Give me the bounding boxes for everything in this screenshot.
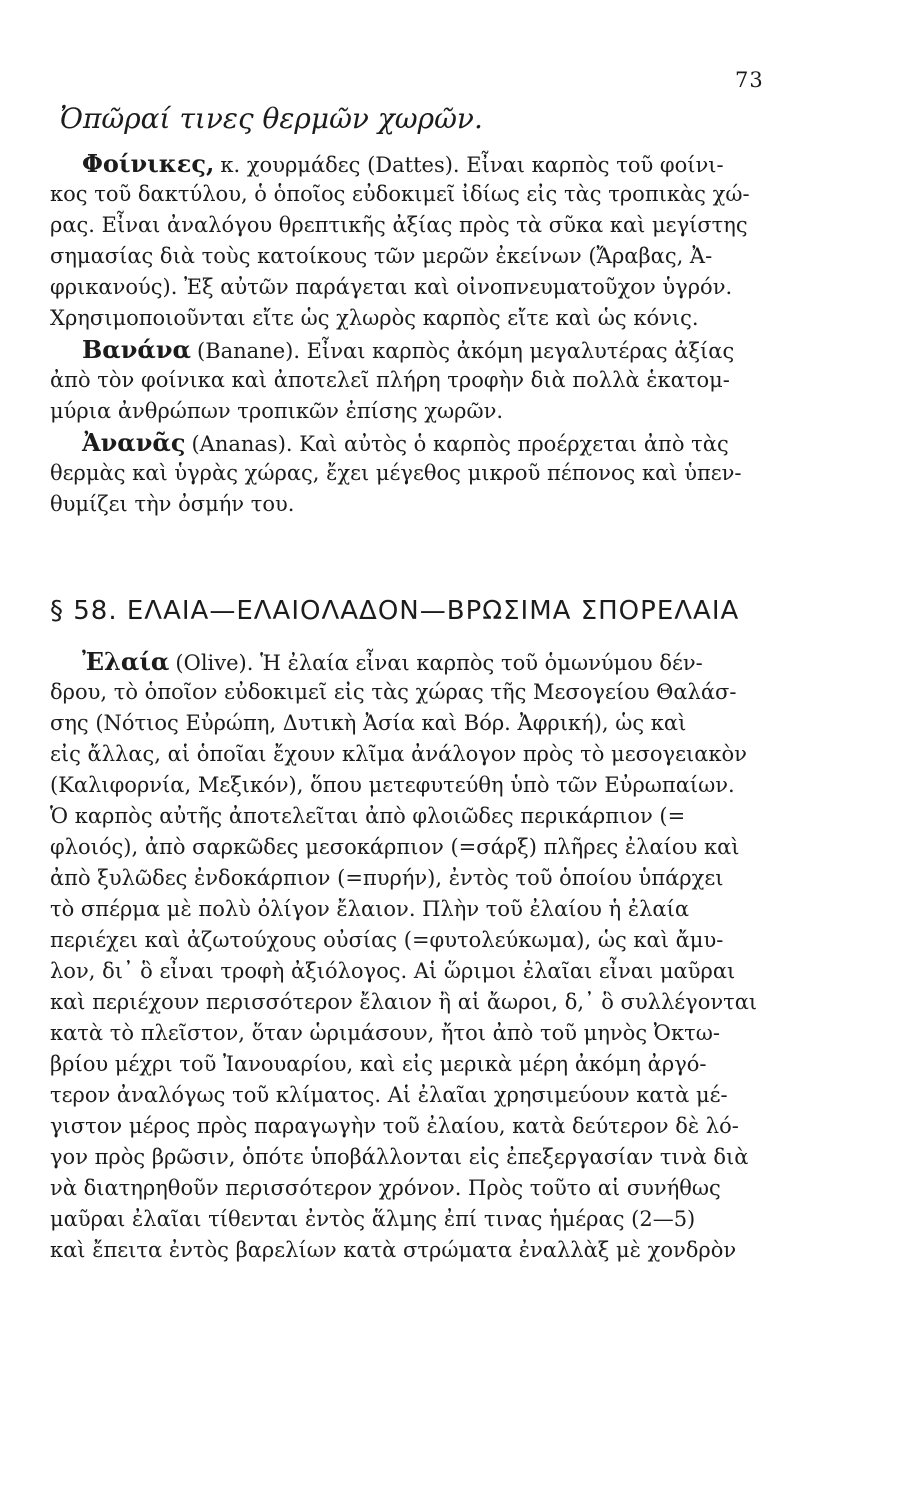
headword: Φοίνικες, bbox=[82, 149, 215, 178]
text-line bbox=[50, 241, 810, 272]
text-line bbox=[50, 396, 810, 427]
text-line bbox=[50, 708, 810, 739]
text-line bbox=[50, 427, 810, 458]
line-text: γον πρὸς βρῶσιν, ὁπότε ὑποβάλλονται εἰς ἐπεξεργασίαν τινὰ διὰ bbox=[50, 1145, 749, 1169]
text-line bbox=[50, 770, 810, 801]
text-line bbox=[50, 646, 810, 677]
line-text: θυμίζει τὴν ὀσμήν του. bbox=[50, 492, 295, 516]
line-text: ἀπὸ τὸν φοίνικα καὶ ἀποτελεῖ πλήρη τροφὴν διὰ πολλὰ ἑκατομ- bbox=[50, 368, 730, 392]
line-text: τὸ σπέρμα μὲ πολὺ ὀλίγον ἔλαιον. Πλὴν τοῦ ἐλαίου ἡ ἐλαία bbox=[50, 897, 690, 921]
line-text: καὶ περιέχουν περισσότερον ἔλαιον ἢ αἱ ἄωροι, δ,᾽ ὃ συλλέγονται bbox=[50, 990, 758, 1014]
text-line bbox=[50, 1235, 810, 1266]
line-text: φρικανούς). Ἐξ αὐτῶν παράγεται καὶ οἰνοπνευματοῦχον ὑγρόν. bbox=[50, 275, 733, 299]
line-wrap bbox=[82, 646, 703, 677]
text-line bbox=[50, 1111, 810, 1142]
text-line bbox=[50, 365, 810, 396]
text-line bbox=[50, 1142, 810, 1173]
line-text: (Olive). Ἡ ἐλαία εἶναι καρπὸς τοῦ ὁμωνύμου δέν- bbox=[175, 651, 703, 675]
line-text: Ὁ καρπὸς αὐτῆς ἀποτελεῖται ἀπὸ φλοιῶδες περικάρπιον (= bbox=[50, 804, 686, 828]
text-line bbox=[50, 1173, 810, 1204]
line-text: κ. χουρμάδες (Dattes). Εἶναι καρπὸς τοῦ φοίνι- bbox=[220, 153, 724, 177]
line-wrap bbox=[82, 427, 729, 458]
text-line bbox=[50, 987, 810, 1018]
text-line bbox=[50, 210, 810, 241]
line-text: Χρησιμοποιοῦνται εἴτε ὡς χλωρὸς καρπὸς εἴτε καὶ ὡς κόνις. bbox=[50, 306, 699, 330]
page-number: 73 bbox=[735, 68, 764, 92]
line-text: βρίου μέχρι τοῦ Ἰανουαρίου, καὶ εἰς μερικὰ μέρη ἀκόμη ἀργό- bbox=[50, 1052, 707, 1076]
text-line bbox=[50, 956, 810, 987]
text-line bbox=[50, 677, 810, 708]
text-line bbox=[50, 1204, 810, 1235]
text-line bbox=[50, 179, 810, 210]
line-text: ρας. Εἶναι ἀναλόγου θρεπτικῆς ἀξίας πρὸς τὰ σῦκα καὶ μεγίστης bbox=[50, 213, 748, 237]
line-wrap bbox=[82, 334, 734, 365]
line-text: θερμὰς καὶ ὑγρὰς χώρας, ἔχει μέγεθος μικροῦ πέπονος καὶ ὑπεν- bbox=[50, 461, 742, 485]
line-text: μύρια ἀνθρώπων τροπικῶν ἐπίσης χωρῶν. bbox=[50, 399, 504, 423]
line-text: (Ananas). Καὶ αὐτὸς ὁ καρπὸς προέρχεται ἀπὸ τὰς bbox=[191, 432, 729, 456]
line-text: (Banane). Εἶναι καρπὸς ἀκόμη μεγαλυτέρας ἀξίας bbox=[197, 339, 735, 363]
line-text: ἀπὸ ξυλῶδες ἐνδοκάρπιον (=πυρήν), ἐντὸς τοῦ ὁποίου ὑπάρχει bbox=[50, 866, 724, 890]
line-wrap bbox=[82, 148, 724, 179]
text-line bbox=[50, 1080, 810, 1111]
headword: Ἐλαία bbox=[82, 647, 170, 676]
line-text: νὰ διατηρηθοῦν περισσότερον χρόνον. Πρὸς τοῦτο αἱ συνήθως bbox=[50, 1176, 721, 1200]
line-text: φλοιός), ἀπὸ σαρκῶδες μεσοκάρπιον (=σάρξ) πλῆρες ἐλαίου καὶ bbox=[50, 835, 740, 859]
text-line bbox=[50, 458, 810, 489]
line-text: μαῦραι ἐλαῖαι τίθενται ἐντὸς ἅλμης ἐπί τινας ἡμέρας (2—5) bbox=[50, 1207, 696, 1231]
text-line bbox=[50, 925, 810, 956]
text-line bbox=[50, 272, 810, 303]
text-line bbox=[50, 334, 810, 365]
line-text: (Καλιφορνία, Μεξικόν), ὅπου μετεφυτεύθη ὑπὸ τῶν Εὐρωπαίων. bbox=[50, 773, 735, 797]
headword: Βανάνα bbox=[82, 335, 191, 364]
text-line bbox=[50, 894, 810, 925]
text-line bbox=[50, 739, 810, 770]
text-line bbox=[50, 1049, 810, 1080]
line-text: τερον ἀναλόγως τοῦ κλίματος. Αἱ ἐλαῖαι χρησιμεύουν κατὰ μέ- bbox=[50, 1083, 728, 1107]
line-text: δρου, τὸ ὁποῖον εὐδοκιμεῖ εἰς τὰς χώρας τῆς Μεσογείου Θαλάσ- bbox=[50, 680, 737, 704]
line-text: σης (Νότιος Εὐρώπη, Δυτικὴ Ἀσία καὶ Βόρ. Ἀφρική), ὡς καὶ bbox=[50, 711, 687, 735]
text-line bbox=[50, 832, 810, 863]
paragraph-block-olive bbox=[50, 646, 810, 1266]
text-line bbox=[50, 1018, 810, 1049]
headword: Ἀνανᾶς bbox=[82, 428, 186, 457]
paragraph-block-fruits bbox=[50, 148, 810, 520]
text-line bbox=[50, 303, 810, 334]
section-title: Ὀπῶραί τινες θερμῶν χωρῶν. bbox=[60, 102, 483, 135]
line-text: λον, δι᾽ ὃ εἶναι τροφὴ ἀξιόλογος. Αἱ ὥριμοι ἐλαῖαι εἶναι μαῦραι bbox=[50, 959, 736, 983]
line-text: περιέχει καὶ ἀζωτούχους οὐσίας (=φυτολεύκωμα), ὡς καὶ ἄμυ- bbox=[50, 928, 724, 952]
line-text: σημασίας διὰ τοὺς κατοίκους τῶν μερῶν ἐκείνων (Ἄραβας, Ἀ- bbox=[50, 244, 713, 268]
text-line bbox=[50, 801, 810, 832]
line-text: γιστον μέρος πρὸς παραγωγὴν τοῦ ἐλαίου, κατὰ δεύτερον δὲ λό- bbox=[50, 1114, 739, 1138]
line-text: κος τοῦ δακτύλου, ὁ ὁποῖος εὐδοκιμεῖ ἰδίως εἰς τὰς τροπικὰς χώ- bbox=[50, 182, 750, 206]
text-line bbox=[50, 148, 810, 179]
text-line bbox=[50, 489, 810, 520]
subsection-heading: § 58. ΕΛΑΙΑ—ΕΛΑΙΟΛΑΔΟΝ—ΒΡΩΣΙΜΑ ΣΠΟΡΕΛΑΙΑ bbox=[50, 596, 740, 626]
text-line bbox=[50, 863, 810, 894]
line-text: κατὰ τὸ πλεῖστον, ὅταν ὡριμάσουν, ἤτοι ἀπὸ τοῦ μηνὸς Ὀκτω- bbox=[50, 1021, 720, 1045]
line-text: καὶ ἔπειτα ἐντὸς βαρελίων κατὰ στρώματα ἐναλλὰξ μὲ χονδρὸν bbox=[50, 1238, 737, 1262]
line-text: εἰς ἄλλας, αἱ ὁποῖαι ἔχουν κλῖμα ἀνάλογον πρὸς τὸ μεσογειακὸν bbox=[50, 742, 747, 766]
